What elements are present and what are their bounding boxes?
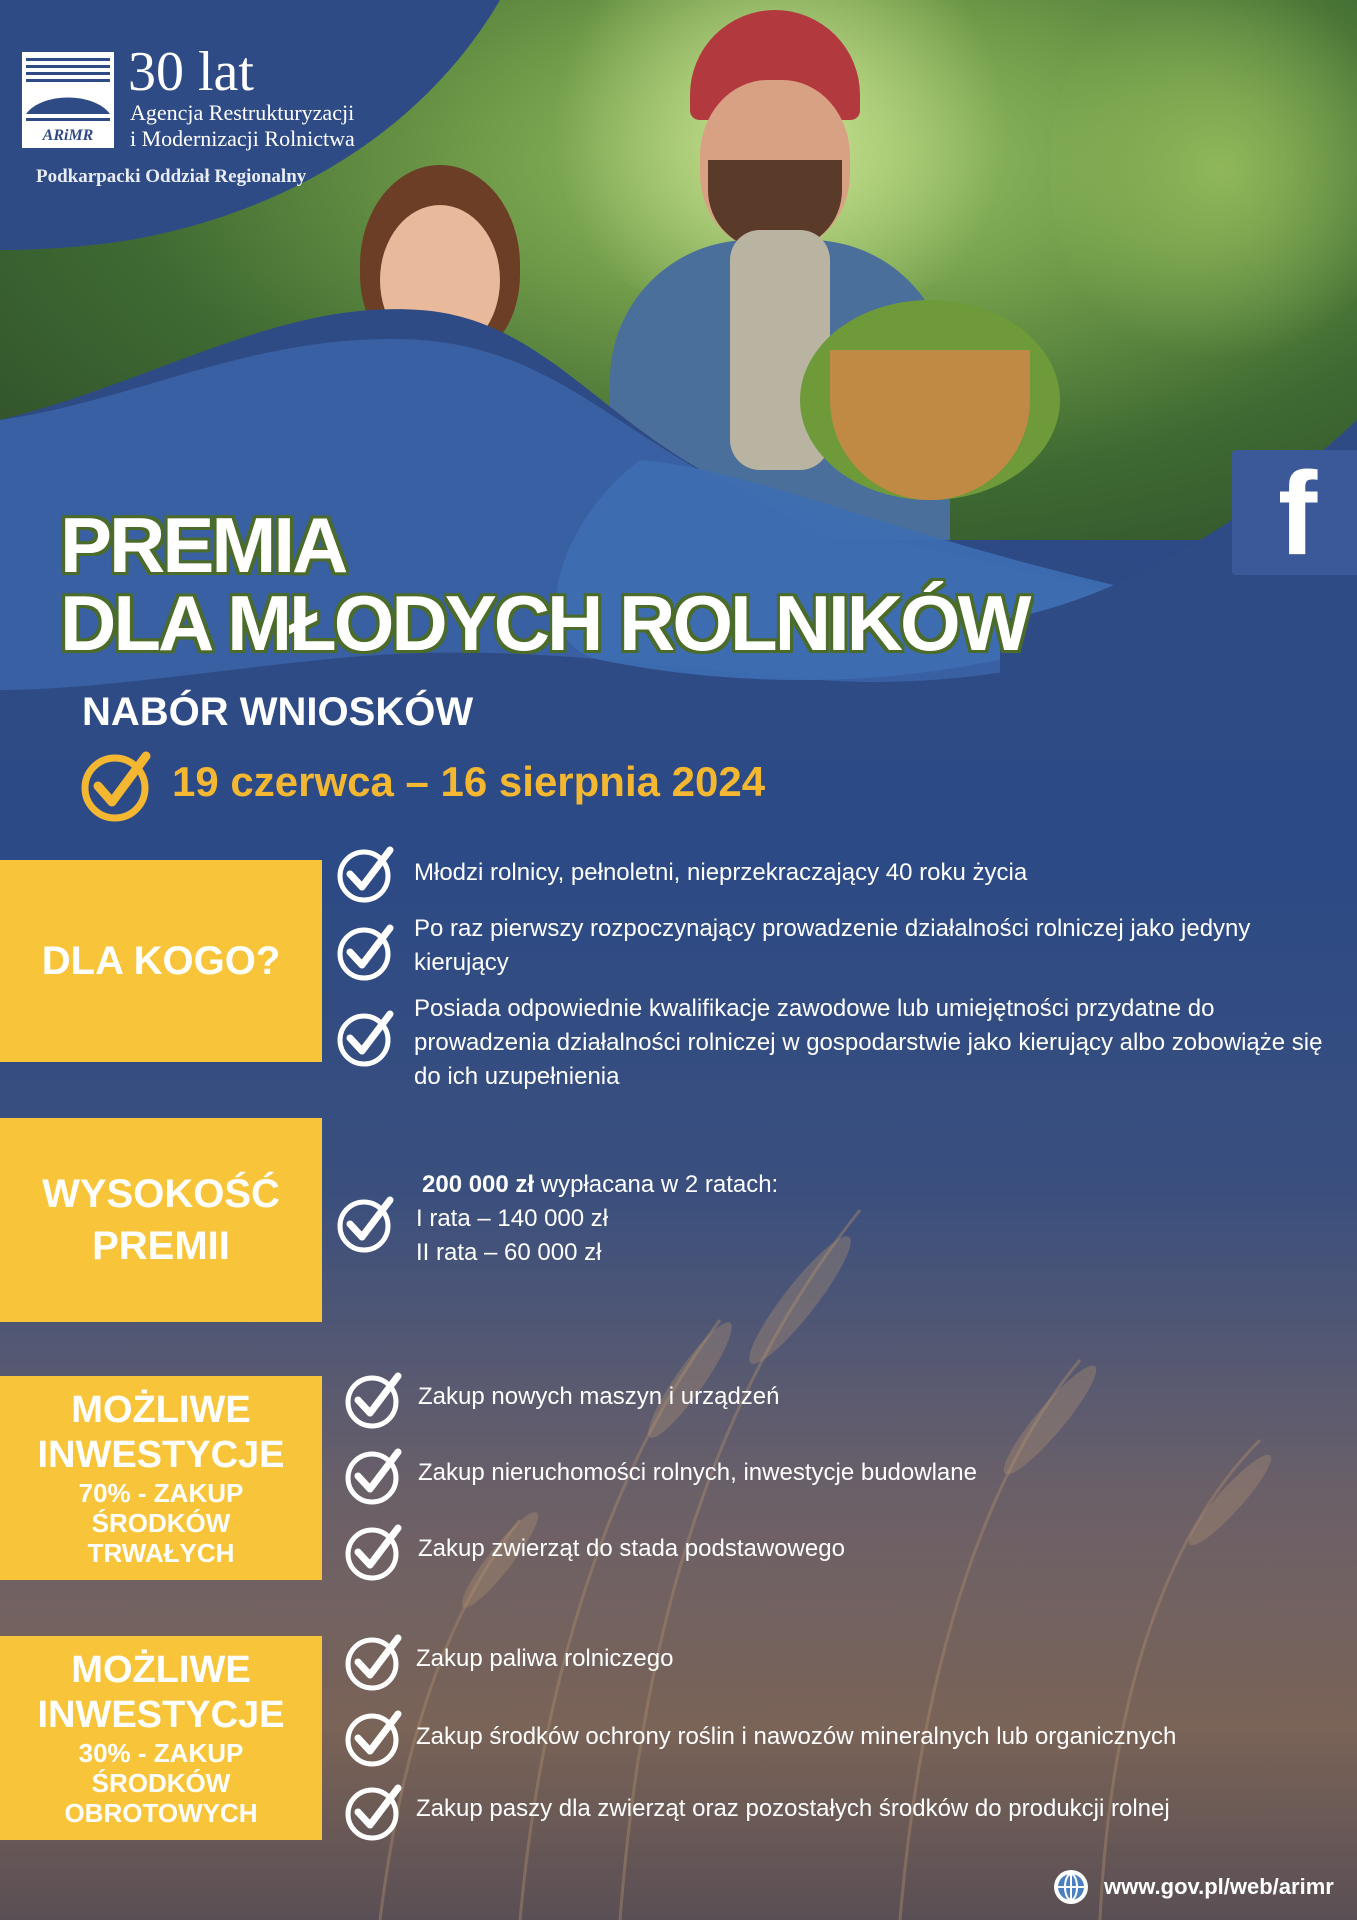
who-item-3: Posiada odpowiednie kwalifikacje zawodowe lub umiejętności przydatne do prowadzenia działalności rolniczej w gospodarstwie jako kierujący albo zobowiąże się do ich uzupełnienia [414,995,1323,1090]
fixed-label-2: INWESTYCJE [37,1434,285,1477]
current-item-3: Zakup paszy dla zwierząt oraz pozostałych środków do produkcji rolnej [416,1795,1170,1822]
title-line2: DLA MŁODYCH ROLNIKÓW [60,579,1029,667]
who-item-1: Młodzi rolnicy, pełnoletni, nieprzekraczający 40 roku życia [414,859,1028,886]
check-icon [344,1368,406,1430]
current-label-1: MOŻLIWE [71,1648,251,1691]
current-item-1: Zakup paliwa rolniczego [416,1645,674,1672]
section-label-who [0,860,322,1062]
logo-anniversary: 30 lat [128,41,254,103]
amount-rate-1: I rata – 140 000 zł [416,1205,609,1232]
check-icon [344,1444,406,1506]
check-icon [336,842,398,904]
check-icon [336,920,398,982]
subtitle: NABÓR WNIOSKÓW [82,690,474,734]
fixed-item-3: Zakup zwierząt do stada podstawowego [418,1535,845,1562]
application-dates: 19 czerwca – 16 sierpnia 2024 [172,758,766,805]
check-icon [344,1706,406,1768]
current-sub-1: 30% - ZAKUP [78,1737,244,1768]
date-check-icon [80,748,154,822]
check-icon [336,1192,398,1254]
facebook-icon: f [1278,448,1318,580]
logo-region: Podkarpacki Oddział Regionalny [36,166,307,187]
fixed-sub-3: TRWAŁYCH [87,1537,235,1568]
section-label-amount [0,1118,322,1322]
fixed-item-1: Zakup nowych maszyn i urządzeń [418,1383,780,1410]
amount-rate-2: II rata – 60 000 zł [416,1239,602,1266]
current-label-2: INWESTYCJE [37,1694,285,1737]
amount-rest: wypłacana w 2 ratach: [534,1171,779,1198]
globe-icon [1052,1868,1090,1906]
check-icon [344,1630,406,1692]
amount-label-1: WYSOKOŚĆ [42,1172,280,1216]
website-link[interactable]: www.gov.pl/web/arimr [1104,1874,1334,1899]
facebook-button[interactable] [1232,448,1357,580]
title-line1: PREMIA [60,501,346,589]
section-label-fixed [0,1376,322,1580]
arimr-logo-mark [22,52,114,148]
logo-agency-line1: Agencja Restrukturyzacji [130,100,355,125]
check-icon [344,1780,406,1842]
section-label-current [0,1636,322,1840]
fixed-sub-1: 70% - ZAKUP [78,1477,244,1508]
current-sub-3: OBROTOWYCH [64,1797,258,1828]
current-item-2: Zakup środków ochrony roślin i nawozów mineralnych lub organicznych [416,1723,1177,1750]
who-item-2: Po raz pierwszy rozpoczynający prowadzenie działalności rolniczej jako jedyny kierujący [414,915,1251,976]
svg-text:ARiMR: ARiMR [42,127,94,144]
check-icon [336,1006,398,1068]
amount-bold: 200 000 zł [422,1171,535,1198]
logo-agency-line2: i Modernizacji Rolnictwa [130,126,355,151]
fixed-item-2: Zakup nieruchomości rolnych, inwestycje budowlane [418,1459,977,1486]
who-label: DLA KOGO? [41,939,281,983]
fixed-sub-2: ŚRODKÓW [91,1507,231,1538]
current-sub-2: ŚRODKÓW [91,1767,231,1798]
fixed-label-1: MOŻLIWE [71,1388,251,1431]
check-icon [344,1520,406,1582]
amount-label-2: PREMII [92,1224,230,1268]
amount-total [422,1168,1222,1202]
